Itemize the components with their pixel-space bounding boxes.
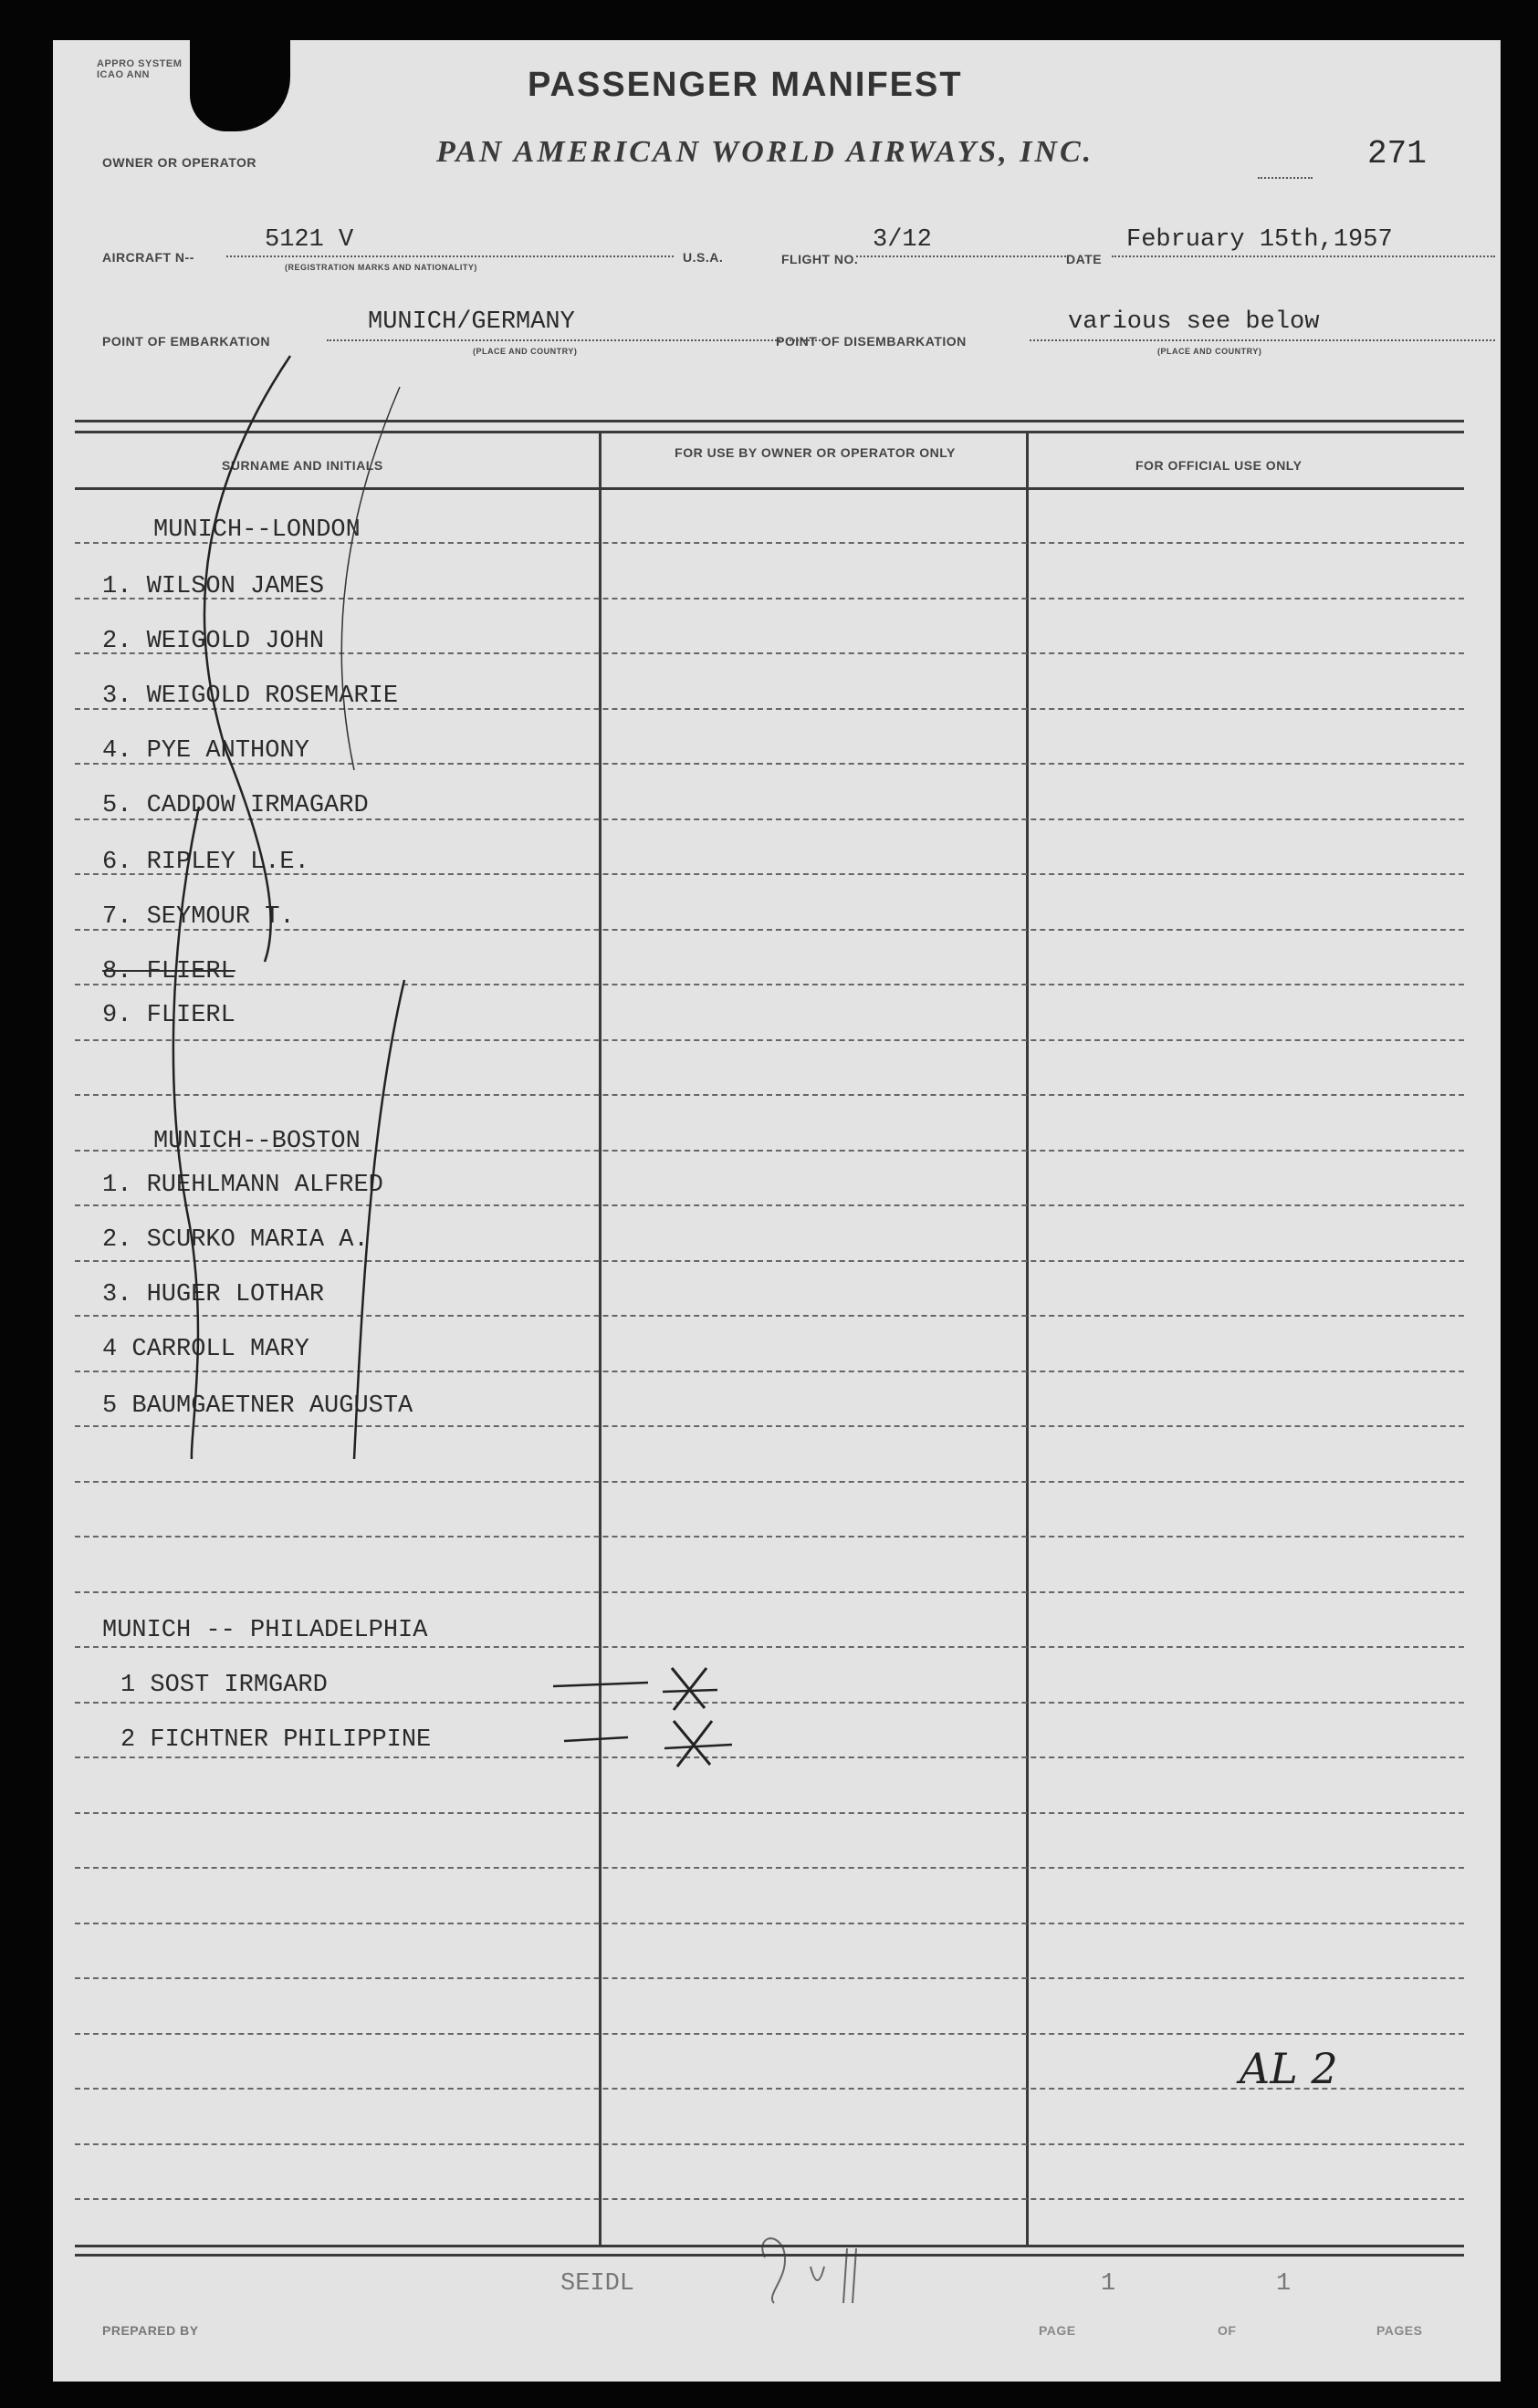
owner-operator-label: OWNER OR OPERATOR (102, 155, 256, 170)
column-header-official: FOR OFFICIAL USE ONLY (1135, 458, 1303, 473)
flight-number: 3/12 (873, 226, 932, 254)
list-item: 3. HUGER LOTHAR (102, 1281, 325, 1308)
preparer-name: SEIDL (560, 2270, 635, 2298)
list-item: 5. CADDOW IRMAGARD (102, 792, 369, 819)
list-item: 9. FLIERL (102, 1002, 235, 1029)
disembarkation-value: various see below (1068, 308, 1320, 336)
table-bottom-rule (75, 2245, 1464, 2247)
list-item: 2 FICHTNER PHILIPPINE (120, 1726, 432, 1754)
usa-label: U.S.A. (683, 250, 724, 265)
page-total: 1 (1276, 2270, 1292, 2298)
list-item: 3. WEIGOLD ROSEMARIE (102, 683, 399, 710)
list-item: 1. WILSON JAMES (102, 573, 325, 600)
dash-mark (564, 1737, 628, 1741)
manifest-page (53, 40, 1501, 2382)
pen-stroke (173, 807, 199, 1459)
section-heading-boston: MUNICH--BOSTON (153, 1128, 361, 1155)
of-label: OF (1218, 2323, 1237, 2338)
pen-marks (53, 40, 1501, 2382)
list-item: 4 CARROLL MARY (102, 1336, 309, 1363)
list-item: 5 BAUMGAETNER AUGUSTA (102, 1392, 413, 1420)
section-heading-philadelphia: MUNICH -- PHILADELPHIA (102, 1617, 428, 1644)
column-header-owner: FOR USE BY OWNER OR OPERATOR ONLY (675, 445, 956, 460)
prepared-by-label: PREPARED BY (102, 2323, 199, 2338)
page-current: 1 (1101, 2270, 1116, 2298)
dash-mark (553, 1683, 648, 1686)
aircraft-label: AIRCRAFT N-- (102, 250, 194, 265)
list-item: 8. FLIERL (102, 958, 235, 985)
embarkation-label: POINT OF EMBARKATION (102, 334, 270, 349)
disembarkation-label: POINT OF DISEMBARKATION (776, 334, 967, 349)
date-label: DATE (1066, 252, 1103, 266)
aircraft-number: 5121 V (265, 226, 354, 254)
list-item: 2. WEIGOLD JOHN (102, 628, 325, 655)
operator-name: PAN AMERICAN WORLD AIRWAYS, INC. (436, 135, 1094, 169)
section-heading-london: MUNICH--LONDON (153, 516, 361, 544)
embarkation-caption: (PLACE AND COUNTRY) (473, 347, 578, 356)
embarkation-value: MUNICH/GERMANY (368, 308, 575, 336)
pen-stroke (354, 980, 404, 1459)
x-mark (663, 1668, 717, 1710)
table-bottom-rule-2 (75, 2254, 1464, 2257)
pen-stroke (341, 387, 400, 770)
list-item: 6. RIPLEY L.E. (102, 849, 309, 876)
page-label: PAGE (1039, 2323, 1076, 2338)
column-header-surname: SURNAME AND INITIALS (222, 458, 383, 473)
flight-date: February 15th,1957 (1126, 226, 1393, 254)
approval-stamp: APPRO SYSTEM ICAO ANN (97, 58, 183, 80)
list-item: 7. SEYMOUR T. (102, 903, 295, 931)
list-item: 1. RUEHLMANN ALFRED (102, 1172, 383, 1199)
disembarkation-caption: (PLACE AND COUNTRY) (1157, 347, 1262, 356)
handwritten-note: AL 2 (1240, 2044, 1338, 2093)
pages-label: PAGES (1376, 2323, 1423, 2338)
x-mark (664, 1721, 732, 1767)
list-item: 1 SOST IRMGARD (120, 1672, 328, 1699)
page-number: 271 (1367, 135, 1427, 172)
flight-no-label: FLIGHT NO. (781, 252, 859, 266)
list-item: 4. PYE ANTHONY (102, 737, 309, 765)
list-item: 2. SCURKO MARIA A. (102, 1226, 369, 1254)
signature (762, 2238, 856, 2303)
document-title: PASSENGER MANIFEST (528, 66, 963, 104)
pen-stroke (204, 356, 290, 962)
registration-caption: (REGISTRATION MARKS AND NATIONALITY) (285, 263, 477, 272)
